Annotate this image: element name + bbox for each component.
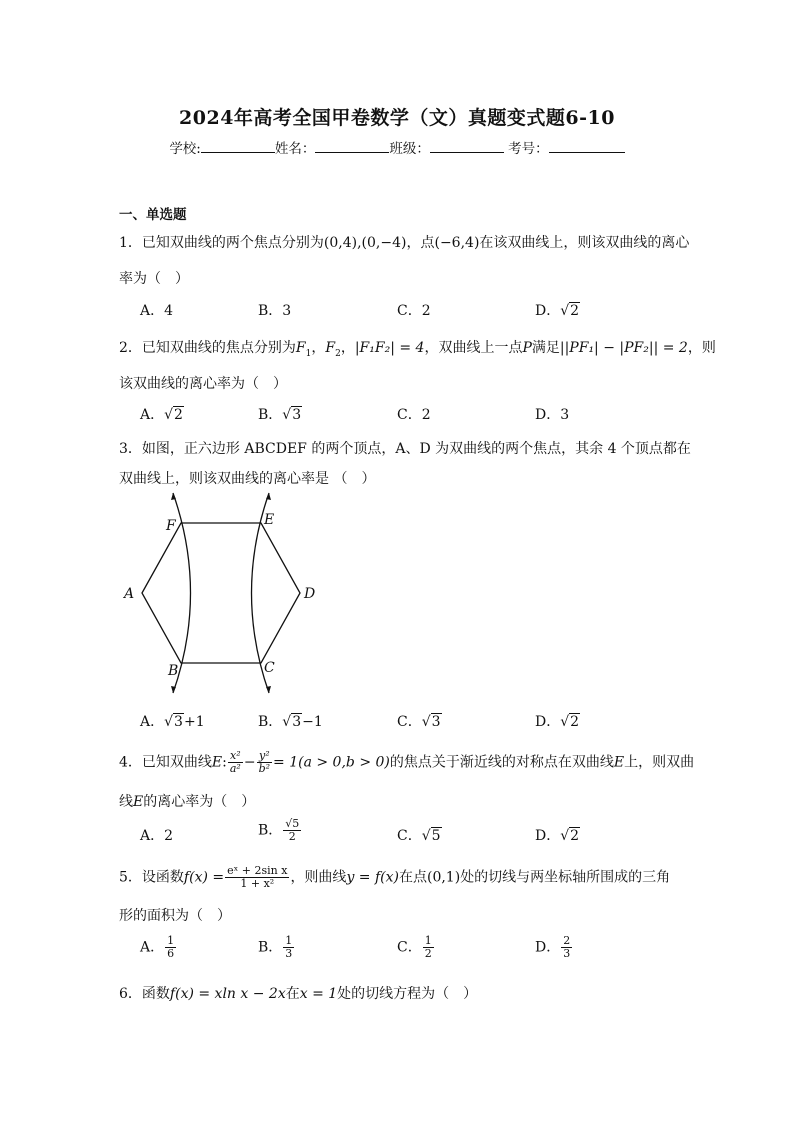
q5-option-b: B． $\frac{1}{3}$: [258, 934, 293, 961]
hexagon-hyperbola-figure: [118, 488, 328, 696]
q2-option-b: B．√3: [258, 407, 302, 423]
question-4-line-1: 4．已知双曲线E: $\frac{\text{x²}}{\text{a²}}$ − $\frac{\text{y²}}{\text{b²}}$ = 1(a > 0,b > 0)的焦点关于渐近线的对称点在双曲线E上，则双曲: [119, 749, 695, 776]
q3-option-d: D．√2: [535, 714, 580, 730]
label-e: E: [264, 512, 275, 528]
name-label: 姓名：: [274, 141, 316, 157]
q1-option-a: A．4: [140, 303, 174, 319]
question-3-line-2: 双曲线上，则该双曲线的离心率是 （ ）: [119, 471, 376, 487]
q3-option-a: A．√3+1: [140, 714, 205, 730]
q4-option-c: C．√5: [397, 828, 441, 844]
student-info-line: [0, 137, 794, 157]
question-1-line-1: 1．已知双曲线的两个焦点分别为(0,4),(0,−4)，点(−6,4)在该双曲线上，则该双曲线的离心: [119, 235, 690, 251]
label-a: A: [124, 586, 135, 602]
q2-option-d: D．3: [535, 407, 570, 423]
q2-option-a: A．√2: [140, 407, 183, 423]
q5-option-c: C． $\frac{1}{2}$: [397, 934, 432, 961]
q4-option-d: D．√2: [535, 828, 580, 844]
question-5-line-2: 形的面积为（ ）: [119, 908, 231, 924]
question-3-line-1: 3．如图，正六边形 ABCDEF 的两个顶点，A、D 为双曲线的两个焦点，其余 4 个顶点都在: [119, 441, 691, 457]
q1-option-b: B．3: [258, 303, 292, 319]
q2-option-c: C．2: [397, 407, 431, 423]
q4-option-a: A．2: [140, 828, 174, 844]
page-title: 2024年高考全国甲卷数学（文）真题变式题6-10: [179, 107, 615, 129]
q3-option-c: C．√3: [397, 714, 441, 730]
question-4-line-2: 线E的离心率为（ ）: [119, 794, 256, 810]
question-2-line-2: 该双曲线的离心率为（ ）: [119, 376, 287, 392]
hexagon: [142, 523, 300, 663]
q1-option-d: D．√2: [535, 303, 580, 319]
q5-option-a: A． $\frac{1}{6}$: [140, 934, 175, 961]
id-label: 考号：: [508, 141, 549, 157]
q1-option-c: C．2: [397, 303, 431, 319]
question-1-line-2: 率为（ ）: [119, 271, 189, 287]
question-6-line-1: 6．函数f(x) = xln x − 2x在x = 1处的切线方程为（ ）: [119, 986, 478, 1002]
question-5-line-1: 5．设函数f(x) = $\frac{\text{eˣ + 2sin x}}{\text{1 + x²}}$ ，则曲线y = f(x)在点(0,1)处的切线与两坐标轴所围成的三角: [119, 864, 671, 891]
q4-option-b: B． $\frac{√5}{2}$: [258, 817, 300, 844]
name-blank: [315, 140, 389, 153]
question-2-line-1: 2．已知双曲线的焦点分别为$F_1$，$F_2$，|F₁F₂| = 4，双曲线上一点P满足||PF₁| − |PF₂|| = 2，则: [119, 340, 716, 359]
q3-option-b: B．√3−1: [258, 714, 323, 730]
id-blank: [549, 140, 625, 153]
label-b: B: [168, 663, 179, 679]
school-blank: [201, 140, 275, 153]
section-title: 一、单选题: [119, 207, 187, 223]
label-f: F: [166, 518, 176, 534]
label-c: C: [264, 660, 275, 676]
class-blank: [430, 140, 504, 153]
school-label: 学校:: [169, 141, 201, 157]
label-d: D: [304, 586, 316, 602]
q5-option-d: D． $\frac{2}{3}$: [535, 934, 571, 961]
class-label: 班级：: [389, 141, 430, 157]
